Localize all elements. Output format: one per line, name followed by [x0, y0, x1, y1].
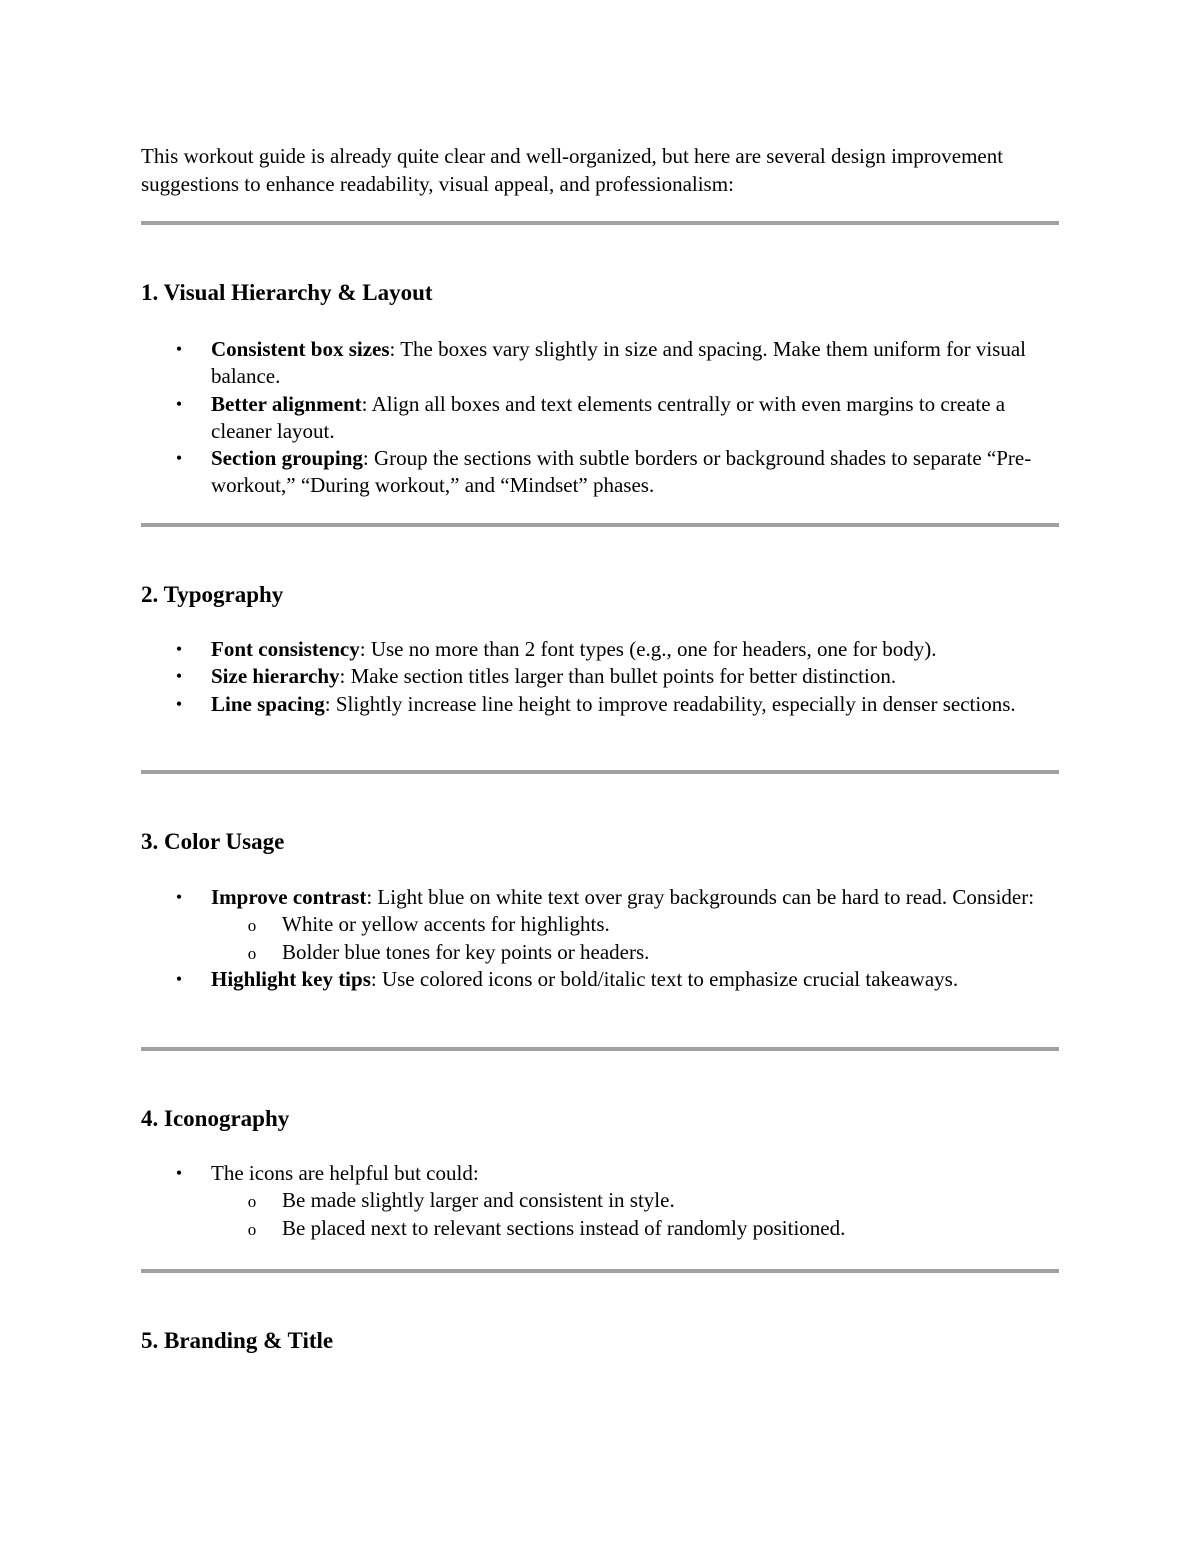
section-list — [0, 636, 1061, 718]
bullet-icon: • — [175, 666, 183, 687]
bullet-icon: • — [175, 887, 183, 907]
sub-list-item — [0, 1215, 1061, 1242]
sub-list-item — [0, 1187, 1061, 1214]
horizontal-rule — [141, 1047, 1059, 1051]
section-heading: 1. Visual Hierarchy & Layout — [141, 280, 433, 305]
item-text: : Use colored icons or bold/italic text to emphasize crucial takeaways. — [370, 966, 959, 991]
list-item — [0, 445, 1061, 500]
list-item — [0, 691, 1061, 718]
section-heading: 5. Branding & Title — [141, 1328, 334, 1353]
sub-item-text: White or yellow accents for highlights. — [282, 912, 610, 937]
sub-item-text: Be made slightly larger and consistent in style. — [282, 1188, 675, 1213]
bullet-icon: • — [175, 448, 183, 469]
sub-item-text: Be placed next to relevant sections instead of randomly positioned. — [282, 1215, 846, 1240]
item-term: Size hierarchy — [211, 664, 340, 689]
horizontal-rule — [141, 221, 1059, 225]
item-term: Font consistency — [211, 637, 360, 661]
item-text: : Make section titles larger than bullet points for better distinction. — [339, 664, 897, 689]
bullet-icon: • — [175, 393, 183, 414]
list-item — [0, 1160, 1061, 1242]
item-text: : Light blue on white text over gray backgrounds can be hard to read. Consider: — [366, 885, 1035, 909]
item-term: Improve contrast — [211, 885, 367, 909]
item-term: Highlight key tips — [211, 966, 371, 991]
section-heading: 2. Typography — [141, 582, 284, 607]
list-item — [0, 663, 1061, 690]
sub-bullet-icon: o — [247, 943, 257, 963]
sub-item-text: Bolder blue tones for key points or headers. — [282, 939, 650, 964]
sub-bullet-icon: o — [247, 1219, 257, 1239]
list-item — [0, 336, 1061, 391]
sub-bullet-icon: o — [247, 916, 257, 936]
section-list — [0, 336, 1061, 500]
list-item — [0, 391, 1061, 446]
bullet-icon: • — [175, 639, 183, 659]
item-text: : Align all boxes and text elements centrally or with even margins to create a cleaner layout. — [211, 391, 1006, 443]
item-term: Section grouping — [211, 446, 363, 471]
horizontal-rule — [141, 1269, 1059, 1273]
item-text: : The boxes vary slightly in size and spacing. Make them uniform for visual balance. — [211, 337, 1026, 389]
sub-bullet-icon: o — [247, 1192, 257, 1212]
item-text: : Group the sections with subtle borders or background shades to separate “Pre-workout,” “During workout,” and “Mindset” phases. — [211, 446, 1032, 498]
section-heading: 4. Iconography — [141, 1106, 290, 1131]
item-term: Line spacing — [211, 691, 325, 716]
item-text: : Slightly increase line height to improve readability, especially in denser sections. — [324, 691, 1016, 716]
list-item — [0, 636, 1061, 663]
list-item — [0, 884, 1061, 966]
bullet-icon: • — [175, 693, 183, 714]
bullet-icon: • — [175, 339, 183, 359]
section-list — [0, 1160, 1061, 1242]
sub-list-item — [0, 939, 1061, 966]
bullet-icon: • — [175, 1163, 183, 1183]
intro-paragraph: This workout guide is already quite clear and well-organized, but here are several design improvement suggestions to enhance readability, visual appeal, and professionalism: — [141, 144, 1004, 196]
bullet-icon: • — [175, 968, 183, 989]
item-text: The icons are helpful but could: — [211, 1161, 479, 1185]
item-text: : Use no more than 2 font types (e.g., one for headers, one for body). — [359, 637, 937, 661]
list-item — [0, 966, 1061, 993]
item-term: Better alignment — [211, 391, 362, 416]
sub-list-item — [0, 911, 1061, 938]
horizontal-rule — [141, 770, 1059, 774]
section-list — [0, 884, 1061, 993]
horizontal-rule — [141, 523, 1059, 527]
section-heading: 3. Color Usage — [141, 829, 285, 854]
item-term: Consistent box sizes — [211, 337, 390, 361]
